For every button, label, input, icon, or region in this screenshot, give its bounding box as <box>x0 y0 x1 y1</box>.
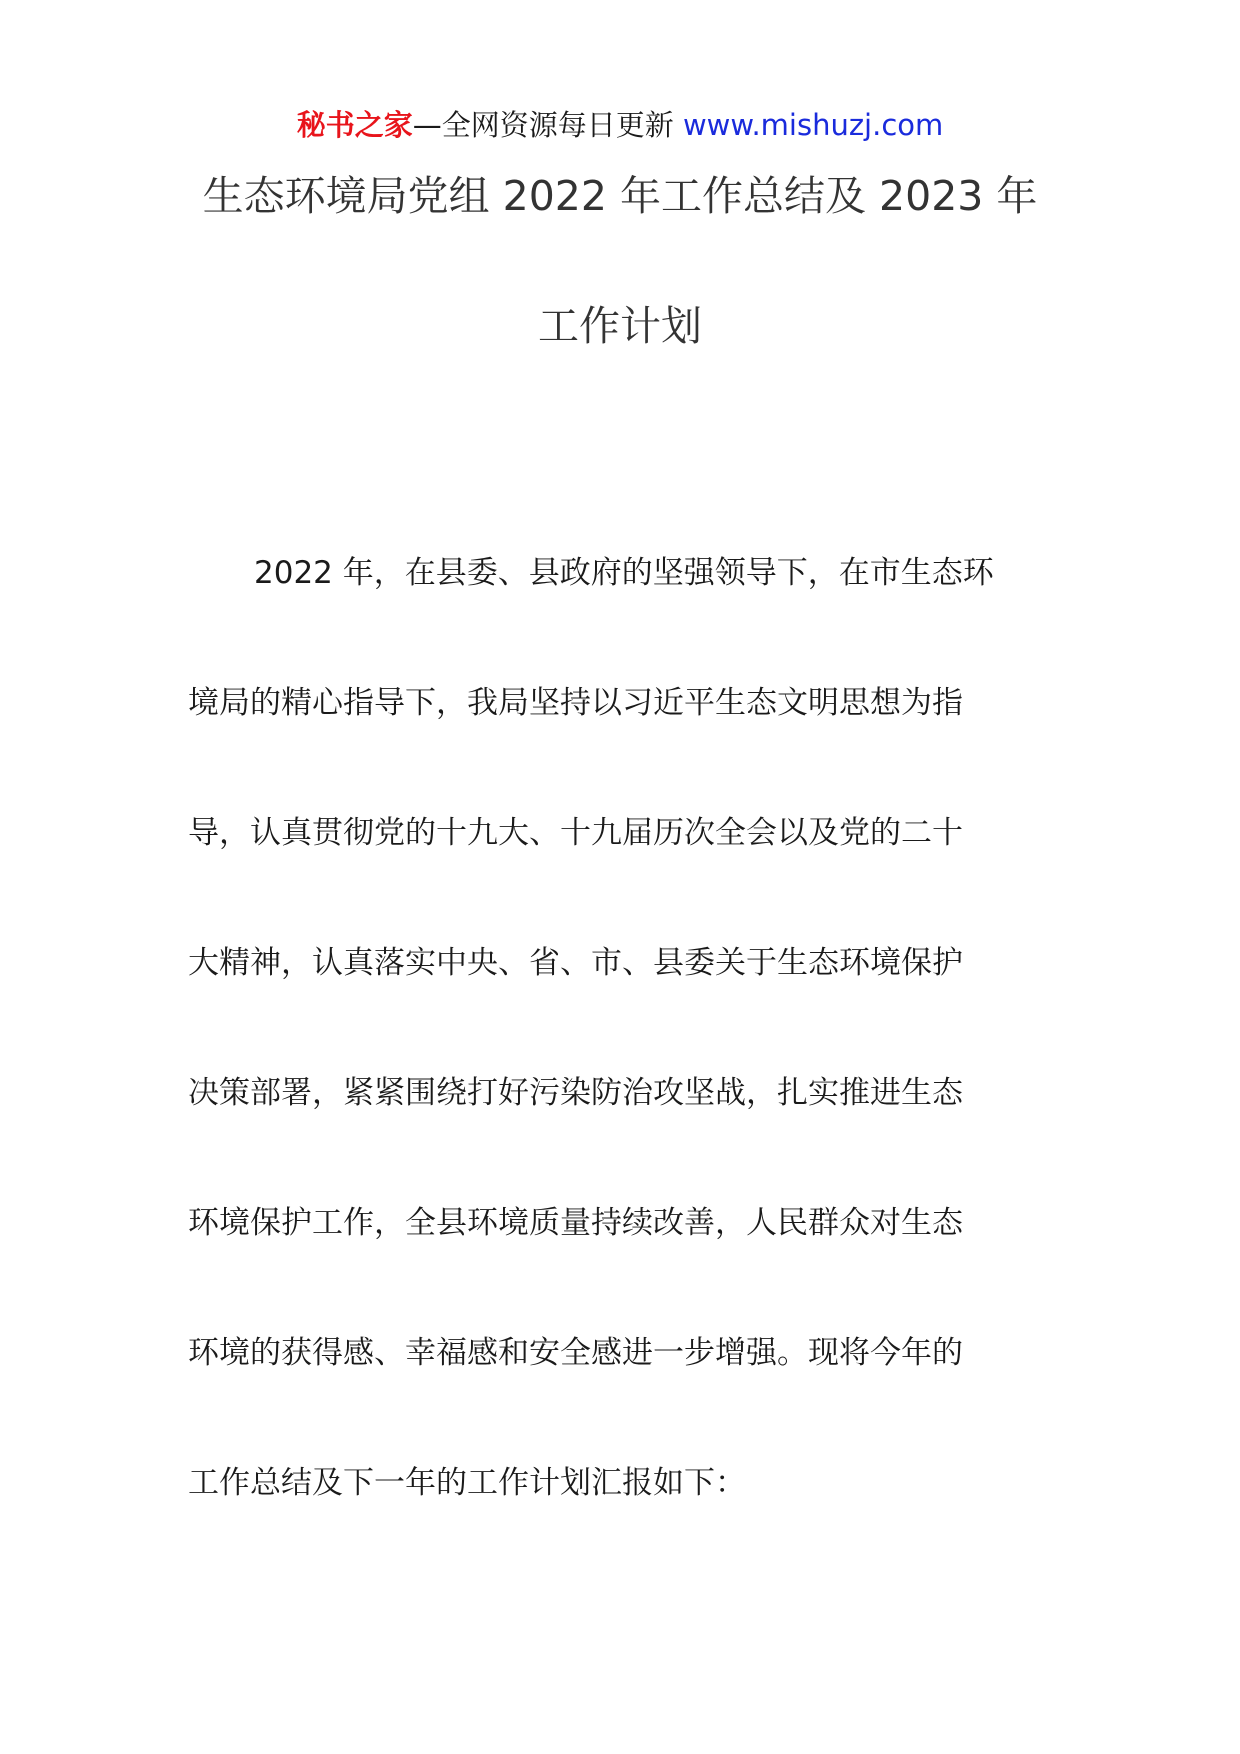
document-paragraph <box>188 508 1058 1548</box>
site-header <box>0 100 1240 150</box>
paragraph-line: 环境的获得感、幸福感和安全感进一步增强。现将今年的 <box>188 1335 963 1371</box>
site-link[interactable]: www.mishuzj.com <box>682 108 944 142</box>
paragraph-line: 2022 年，在县委、县政府的坚强领导下，在市生态环 <box>254 555 994 591</box>
document-title-line-1: 生态环境局党组 2022 年工作总结及 2023 年 <box>202 172 1038 220</box>
paragraph-line: 环境保护工作，全县环境质量持续改善，人民群众对生态 <box>188 1205 963 1241</box>
brand-name: 秘书之家 <box>296 108 413 142</box>
paragraph-line: 工作总结及下一年的工作计划汇报如下： <box>188 1465 746 1501</box>
paragraph-line: 大精神，认真落实中央、省、市、县委关于生态环境保护 <box>188 945 963 981</box>
header-tagline: —全网资源每日更新 <box>412 108 674 142</box>
paragraph-line: 导，认真贯彻党的十九大、十九届历次全会以及党的二十 <box>188 815 963 851</box>
document-title-line-2: 工作计划 <box>538 302 702 350</box>
paragraph-line: 决策部署，紧紧围绕打好污染防治攻坚战，扎实推进生态 <box>188 1075 963 1111</box>
paragraph-line: 境局的精心指导下，我局坚持以习近平生态文明思想为指 <box>188 685 963 721</box>
